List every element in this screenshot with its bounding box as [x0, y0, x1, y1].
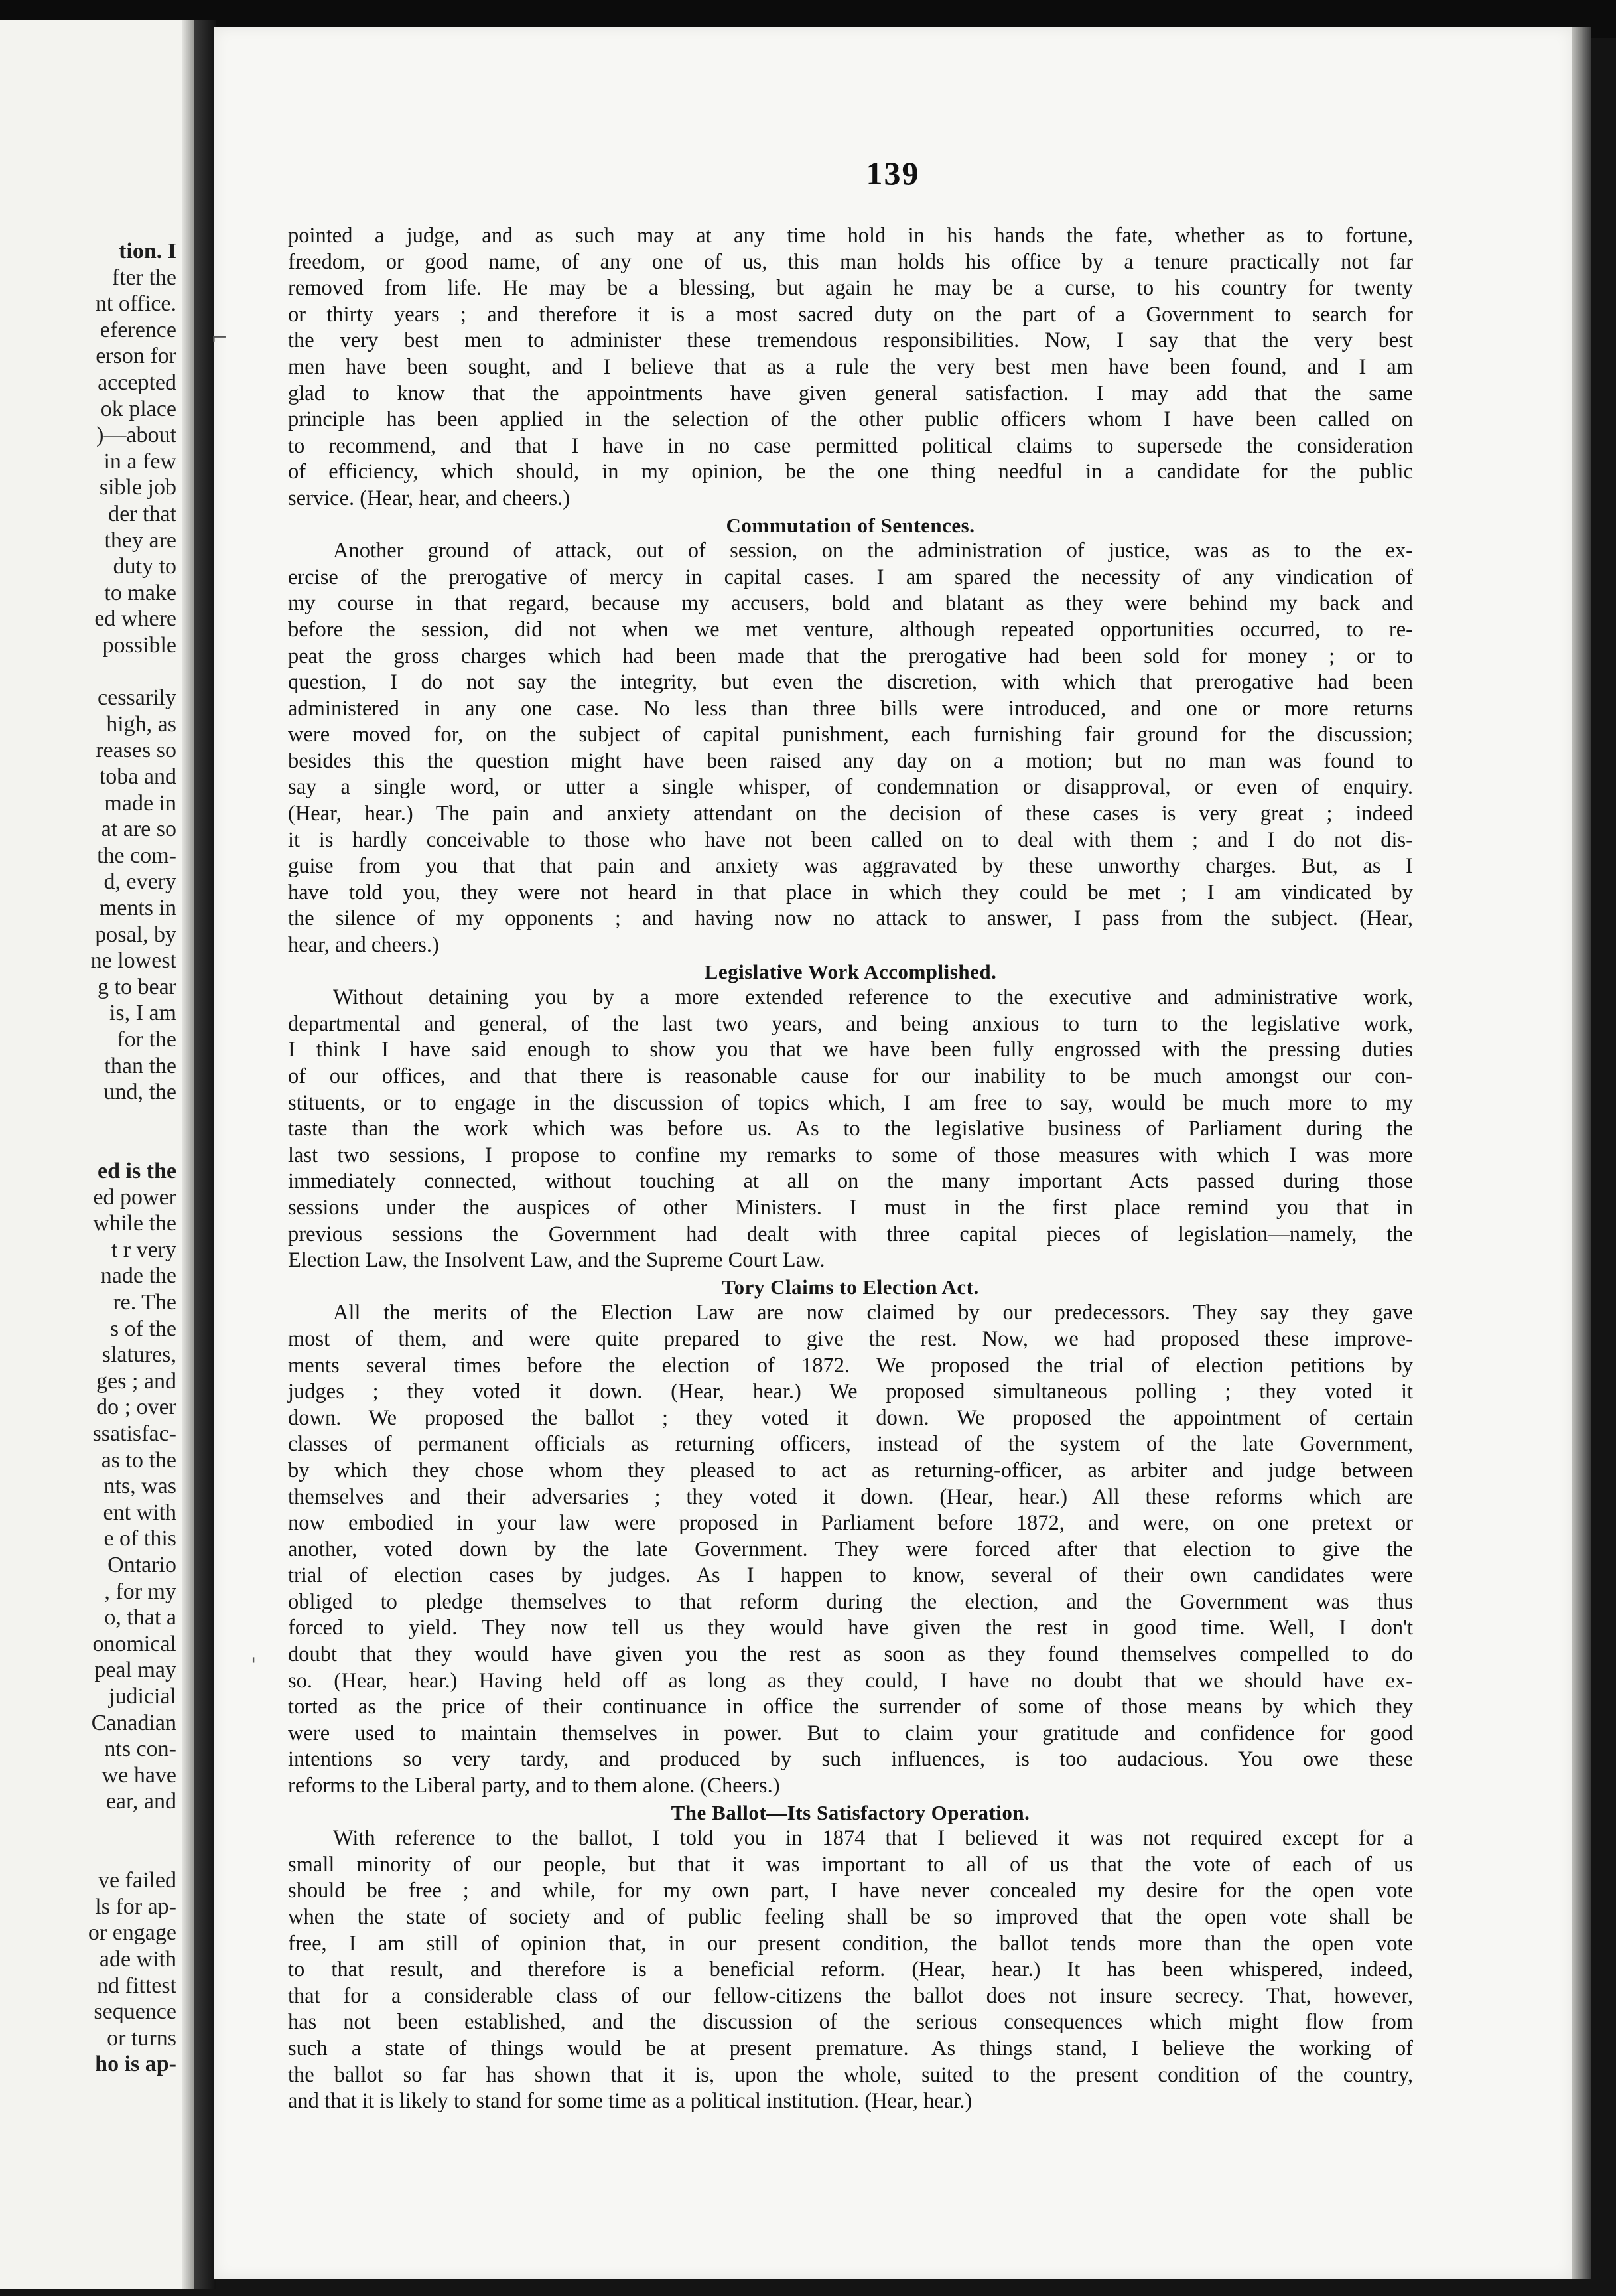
- facing-page-line: o, that a: [104, 1605, 176, 1630]
- text-line: say a single word, or utter a single whisper, of condemnation or disapproval, or even of enquiry.: [288, 775, 1413, 800]
- facing-page-fragment: [0, 20, 194, 2289]
- facing-page-line: eference: [100, 317, 176, 342]
- text-line: question, I do not say the integrity, but even the discretion, with which that prerogative had been: [288, 670, 1413, 695]
- text-line: removed from life. He may be a blessing, but again he may be a curse, to his country for twenty: [288, 276, 1413, 301]
- facing-page-line: duty to: [113, 554, 176, 579]
- text-line: last two sessions, I propose to confine my remarks to some of those measures with which I was more: [288, 1143, 1413, 1167]
- text-line: now embodied in your law were proposed in Parliament before 1872, and were, on one pretext or: [288, 1511, 1413, 1536]
- book-gutter: [194, 20, 216, 2289]
- text-line: taste than the work which was before us. As to the legislative business of Parliament during the: [288, 1117, 1413, 1141]
- text-line: to recommend, and that I have in no case permitted political claims to supersede the consideration: [288, 433, 1413, 458]
- facing-page-line: we have: [101, 1762, 176, 1788]
- text-line: peat the gross charges which had been made that the prerogative had been sold for money ; or to: [288, 644, 1413, 668]
- facing-page-line: fter the: [111, 265, 176, 290]
- facing-page-line: onomical: [92, 1631, 176, 1656]
- facing-page-line: nd fittest: [97, 1973, 176, 1998]
- text-line: my course in that regard, because my accusers, bold and blatant as they were behind my back and: [288, 591, 1413, 616]
- text-line: stituents, or to engage in the discussion of topics which, I am free to say, would be much more to my: [288, 1090, 1413, 1115]
- text-line: down. We proposed the ballot ; they voted it down. We proposed the appointment of certain: [288, 1405, 1413, 1430]
- text-line: the ballot so far has shown that it is, upon the whole, suited to the present condition of the country,: [288, 2062, 1413, 2087]
- facing-page-line: ed where: [94, 607, 176, 632]
- margin-tick-mark: ': [251, 1654, 257, 1677]
- section-heading: Commutation of Sentences.: [726, 513, 975, 537]
- facing-page-line: ges ; and: [96, 1368, 176, 1394]
- facing-page-line: ade with: [99, 1947, 176, 1972]
- text-line: doubt that they would have given you the rest as soon as they found themselves compelled to do: [288, 1642, 1413, 1667]
- text-line: (Hear, hear.) The pain and anxiety attendant on the decision of these cases is very great ; indeed: [288, 802, 1413, 826]
- facing-page-line: ed power: [93, 1184, 176, 1210]
- page-edge: [1572, 27, 1591, 2279]
- text-line: have told you, they were not heard in that place in which they could be met ; I am vindicated by: [288, 880, 1413, 904]
- text-line: immediately connected, without touching at all on the many important Acts passed during those: [288, 1169, 1413, 1194]
- facing-page-line: re. The: [113, 1290, 176, 1315]
- text-line: of our offices, and that there is reasonable cause for our inability to be much amongst our con-: [288, 1064, 1413, 1088]
- facing-page-line: der that: [108, 502, 176, 526]
- text-line: principle has been applied in the selection of the other public officers whom I have been called on: [288, 407, 1413, 432]
- text-line: men have been sought, and I believe that as a rule the very best men have been found, and I am: [288, 354, 1413, 379]
- facing-page-line: peal may: [94, 1658, 176, 1683]
- facing-page-line: made in: [104, 790, 176, 816]
- text-line: were moved for, on the subject of capital punishment, each furnishing fair ground for the discussion;: [288, 723, 1413, 747]
- text-line: hear, and cheers.): [288, 933, 439, 958]
- page-139: [211, 27, 1572, 2279]
- page-body: [288, 223, 1413, 2115]
- facing-page-line: Ontario: [107, 1553, 176, 1577]
- facing-page-line: for the: [117, 1027, 176, 1052]
- facing-page-line: g to bear: [98, 974, 176, 999]
- text-line: obliged to pledge themselves to that reform during the election, and the Government was thus: [288, 1589, 1413, 1614]
- text-line: glad to know that the appointments have given general satisfaction. I may add that the same: [288, 381, 1413, 405]
- facing-page-line: s of the: [109, 1316, 176, 1341]
- text-line: the silence of my opponents ; and having now no attack to answer, I pass from the subject. (Hear,: [288, 906, 1413, 931]
- facing-page-line: ls for ap-: [95, 1894, 176, 1919]
- page-number: 139: [866, 155, 920, 192]
- text-line: Another ground of attack, out of session, on the administration of justice, was as to the ex-: [333, 539, 1413, 563]
- text-line: before the session, did not when we met venture, although repeated opportunities occurred, to re-: [288, 617, 1413, 642]
- facing-page-line: ssatisfac-: [92, 1421, 176, 1446]
- facing-page-line: slatures,: [101, 1342, 176, 1368]
- text-line: free, I am still of opinion that, in our present condition, the ballot tends more than the open vote: [288, 1931, 1413, 1956]
- facing-page-line: to make: [104, 580, 176, 605]
- text-line: Without detaining you by a more extended reference to the executive and administrative work,: [333, 985, 1413, 1010]
- facing-page-line: ent with: [103, 1500, 176, 1525]
- facing-page-line: judicial: [109, 1684, 176, 1709]
- text-line: judges ; they voted it down. (Hear, hear.) We proposed simultaneous polling ; they voted it: [288, 1380, 1413, 1404]
- facing-page-line: toba and: [99, 764, 176, 789]
- text-line: has not been established, and the discussion of the serious consequences which might flow from: [288, 2010, 1413, 2035]
- text-line: trial of election cases by judges. As I happen to know, several of their own candidates were: [288, 1563, 1413, 1588]
- facing-page-line: ne lowest: [90, 948, 176, 973]
- facing-page-line: ear, and: [105, 1789, 176, 1814]
- facing-page-line: than the: [104, 1053, 176, 1078]
- facing-page-line: d, every: [103, 869, 176, 895]
- facing-page-line: accepted: [98, 370, 176, 395]
- facing-page-line: in a few: [103, 449, 176, 474]
- text-line: should be free ; and while, for my own part, I have never concealed my desire for the open vote: [288, 1879, 1413, 1903]
- text-line: guise from you that that pain and anxiety was aggravated by these unworthy charges. But, as I: [288, 854, 1413, 879]
- facing-page-line: reases so: [96, 738, 176, 763]
- text-line: departmental and general, of the last two years, and being anxious to turn to the legislative work,: [288, 1011, 1413, 1036]
- text-line: so. (Hear, hear.) Having held off as long as they could, I have no doubt that we should have ex-: [288, 1668, 1413, 1693]
- facing-page-line: cessarily: [98, 685, 176, 711]
- facing-page-line: e of this: [103, 1526, 176, 1551]
- facing-page-line: und, the: [103, 1080, 176, 1105]
- facing-page-line: at are so: [101, 817, 176, 842]
- text-line: ments several times before the election of 1872. We proposed the trial of election petitions by: [288, 1353, 1413, 1378]
- facing-page-line: or engage: [88, 1920, 176, 1946]
- facing-page-line: posal, by: [95, 922, 176, 947]
- facing-page-line: sible job: [99, 475, 176, 500]
- facing-page-line: do ; over: [96, 1395, 176, 1420]
- text-line: I think I have said enough to show you that we have been fully engrossed with the pressing duties: [288, 1038, 1413, 1062]
- text-line: themselves and their adversaries ; they voted it down. (Hear, hear.) All these reforms which are: [288, 1484, 1413, 1509]
- facing-page-line: while the: [93, 1211, 176, 1236]
- facing-page-line: ments in: [99, 896, 176, 920]
- text-line: classes of permanent officials as returning officers, instead of the system of the late Government,: [288, 1432, 1413, 1457]
- facing-page-line: , for my: [104, 1579, 176, 1604]
- section-heading: Tory Claims to Election Act.: [722, 1275, 979, 1299]
- text-line: reforms to the Liberal party, and to them alone. (Cheers.): [288, 1774, 780, 1798]
- text-line: that for a considerable class of our fellow-citizens the ballot does not insure secrecy. That, however,: [288, 1983, 1413, 2008]
- text-line: administered in any one case. No less than three bills were introduced, and one or more returns: [288, 696, 1413, 721]
- text-line: besides this the question might have been raised any day on a motion; but no man was found to: [288, 749, 1413, 773]
- text-line: to that result, and therefore is a beneficial reform. (Hear, hear.) It has been whispered, indeed,: [288, 1958, 1413, 1982]
- facing-page-line: nade the: [100, 1263, 176, 1289]
- text-line: Election Law, the Insolvent Law, and the Supreme Court Law.: [288, 1248, 825, 1273]
- text-line: forced to yield. They now tell us they would have given the rest in good time. Well, I don't: [288, 1616, 1413, 1640]
- text-line: pointed a judge, and as such may at any time hold in his hands the fate, whether as to fortune,: [288, 224, 1413, 248]
- text-line: of efficiency, which should, in my opinion, be the one thing needful in a candidate for the public: [288, 460, 1413, 484]
- facing-page-line: tion. I: [119, 239, 176, 263]
- text-line: were used to maintain themselves in power. But to claim your gratitude and confidence for good: [288, 1721, 1413, 1745]
- text-line: and that it is likely to stand for some time as a political institution. (Hear, hear.): [288, 2089, 973, 2114]
- facing-page-line: ve failed: [98, 1868, 176, 1893]
- text-line: small minority of our people, but that it was important to all of us that the vote of each of us: [288, 1852, 1413, 1877]
- facing-page-line: they are: [104, 528, 176, 553]
- facing-page-line: Canadian: [91, 1710, 176, 1735]
- facing-page-line: ho is ap-: [95, 2052, 176, 2077]
- text-line: ercise of the prerogative of mercy in capital cases. I am spared the necessity of any vindication of: [288, 565, 1413, 589]
- facing-page-line: is, I am: [109, 1001, 176, 1026]
- text-line: freedom, or good name, of any one of us, this man holds his office by a tenure practically not far: [288, 250, 1413, 274]
- text-line: it is hardly conceivable to those who have not been called on to deal with them ; and I do not dis-: [288, 827, 1413, 852]
- text-line: by which they chose whom they pleased to act as returning-officer, as arbiter and judge between: [288, 1458, 1413, 1482]
- text-line: intentions so very tardy, and produced by such influences, is too audacious. You owe these: [288, 1747, 1413, 1772]
- text-line: or thirty years ; and therefore it is a most sacred duty on the part of a Government to search for: [288, 302, 1413, 326]
- text-line: With reference to the ballot, I told you in 1874 that I believed it was not required except for a: [333, 1826, 1413, 1851]
- text-line: service. (Hear, hear, and cheers.): [288, 486, 571, 510]
- text-line: torted as the price of their continuance in office the surrender of some of those means by which they: [288, 1695, 1413, 1719]
- text-line: such a state of things would be at present premature. As things stand, I believe the working of: [288, 2036, 1413, 2060]
- facing-page-fold: [182, 20, 194, 2289]
- facing-page-line: nts, was: [103, 1474, 176, 1499]
- facing-page-line: high, as: [106, 711, 176, 737]
- facing-page-line: nts con-: [104, 1737, 176, 1762]
- facing-page-line: the com-: [97, 843, 176, 868]
- text-line: the very best men to administer these tremendous responsibilities. Now, I say that the very best: [288, 328, 1413, 353]
- text-line: most of them, and were quite prepared to give the rest. Now, we had proposed these improve-: [288, 1327, 1413, 1351]
- facing-page-line: or turns: [107, 2025, 176, 2050]
- facing-page-line: ed is the: [98, 1159, 176, 1183]
- text-line: sessions under the auspices of other Ministers. I must in the first place remind you that in: [288, 1195, 1413, 1220]
- section-heading: The Ballot—Its Satisfactory Operation.: [671, 1800, 1030, 1824]
- facing-page-line: as to the: [101, 1447, 176, 1472]
- facing-page-line: ok place: [100, 396, 176, 421]
- facing-page-line: possible: [102, 633, 176, 658]
- text-line: another, voted down by the late Government. They were forced after that election to give the: [288, 1537, 1413, 1561]
- facing-page-line: sequence: [94, 1999, 176, 2025]
- text-line: previous sessions the Government had dealt with three capital pieces of legislation—namely, the: [288, 1222, 1413, 1246]
- margin-tick-mark: ⌐: [211, 326, 228, 350]
- text-line: when the state of society and of public feeling shall be so improved that the open vote shall be: [288, 1905, 1413, 1929]
- section-heading: Legislative Work Accomplished.: [704, 960, 997, 983]
- facing-page-line: )—about: [96, 423, 176, 448]
- facing-page-line: t r very: [111, 1237, 176, 1262]
- facing-page-line: nt office.: [95, 291, 176, 317]
- text-line: All the merits of the Election Law are now claimed by our predecessors. They say they gave: [333, 1301, 1413, 1325]
- facing-page-line: erson for: [96, 344, 176, 369]
